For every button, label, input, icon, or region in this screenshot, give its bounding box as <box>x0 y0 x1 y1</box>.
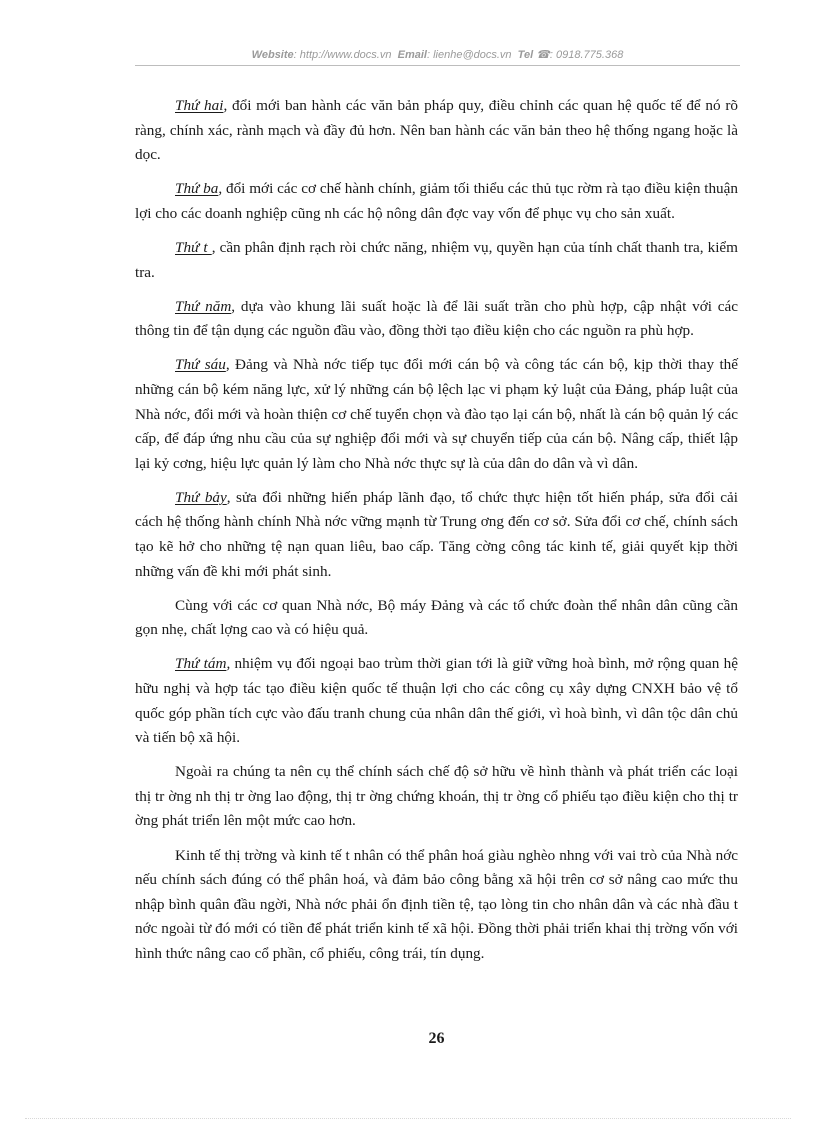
paragraph-text: , dựa vào khung lãi suất hoặc là để lãi suất trần cho phù hợp, cập nhật với các thông tin để tận dụng các nguồn đầu vào, đồng thời tạo điều kiện cho các nguồn ra phù hợp. <box>135 297 738 340</box>
header-divider <box>135 65 740 66</box>
paragraph <box>135 295 738 344</box>
paragraph-lead: Thứ tám <box>175 655 227 673</box>
paragraph <box>135 236 738 285</box>
paragraph <box>135 652 738 750</box>
paragraph-text: Kinh tế thị trờng và kinh tế t nhân có thể phân hoá giàu nghèo nhng với vai trò của Nhà nớc nếu chính sách đúng có thể phân hoá, và đảm bảo công bằng xã hội trên cơ sở nâng cao mức thu nhập bình quân đầu ngời, Nhà nớc phải ổn định tiền tệ, tạo lòng tin cho nhân dân và các nhà đầu t nớc ngoài từ đó mới có tiền để phát triển kinh tế xã hội. Đồng thời phải triển khai thị trờng vốn với hình thức nâng cao cổ phần, cổ phiếu, công trái, tín dụng. <box>135 846 738 962</box>
paragraph-text: Cùng với các cơ quan Nhà nớc, Bộ máy Đảng và các tổ chức đoàn thể nhân dân cũng cần gọn nhẹ, chất lợng cao và có hiệu quả. <box>135 596 738 639</box>
paragraph <box>135 177 738 226</box>
website-label: Website <box>251 49 294 61</box>
email-label: Email <box>397 49 427 61</box>
footer-divider <box>25 1118 791 1119</box>
paragraph-lead: Thứ t <box>175 238 212 256</box>
paragraph-lead: Thứ hai <box>175 97 224 114</box>
paragraph-lead: Thứ sáu <box>175 356 226 374</box>
document-body <box>135 94 738 976</box>
phone-icon: ☎ <box>536 49 550 61</box>
paragraph-lead: Thứ năm <box>175 297 232 315</box>
website-value: : http://www.docs.vn <box>293 49 392 61</box>
paragraph-text: , sửa đổi những hiến pháp lãnh đạo, tổ chức thực hiện tốt hiến pháp, sửa đổi cải cách hệ thống hành chính Nhà nớc vững mạnh từ Trung ơng đến cơ sở. Sửa đổi cơ chế, chính sách tạo kẽ hở cho những tệ nạn quan liêu, bao cấp. Tăng cờng công tác kinh tế, giải quyết kịp thời những vấn đề khi mới phát sinh. <box>135 488 738 580</box>
paragraph <box>135 94 738 168</box>
page-header <box>135 48 740 61</box>
page-number: 26 <box>428 1030 445 1047</box>
tel-label: Tel <box>517 49 534 61</box>
paragraph <box>135 844 738 967</box>
paragraph-text: , nhiệm vụ đối ngoại bao trùm thời gian tới là giữ vững hoà bình, mở rộng quan hệ hữu nghị và hợp tác tạo điều kiện quốc tế thuận lợi cho các công cụ xây dựng CNXH bảo vệ tổ quốc góp phần tích cực vào đấu tranh chung của nhân dân thế giới, vì hoà bình, vì dân tộc dân chủ và tiến bộ xã hội. <box>135 655 738 747</box>
paragraph-text: , đổi mới các cơ chế hành chính, giảm tối thiểu các thủ tục rờm rà tạo điều kiện thuận lợi cho các doanh nghiệp cũng nh các hộ nông dân đợc vay vốn để phục vụ cho sản xuất. <box>135 180 738 222</box>
paragraph-text: , Đảng và Nhà nớc tiếp tục đổi mới cán bộ và công tác cán bộ, kịp thời thay thế những cán bộ kém năng lực, xử lý những cán bộ lệch lạc vi phạm kỷ luật của Đảng, pháp luật của Nhà nớc, đổi mới và hoàn thiện cơ chế tuyển chọn và đào tạo lại cán bộ, nhất là cán bộ quản lý các cấp, để đáp ứng nhu cầu của sự nghiệp đổi mới và sự chuyển tiếp của cán bộ. Nâng cấp, thiết lập lại kỷ cơng, hiệu lực quản lý làm cho Nhà nớc thực sự là của dân do dân và vì dân. <box>135 356 738 472</box>
tel-value: : 0918.775.368 <box>549 49 624 61</box>
paragraph-lead: Thứ ba <box>175 180 219 198</box>
paragraph <box>135 760 738 834</box>
paragraph <box>135 486 738 584</box>
email-value: : lienhe@docs.vn <box>426 49 512 61</box>
paragraph <box>135 594 738 643</box>
paragraph-lead: Thứ bảy <box>175 488 227 506</box>
paragraph-text: , đổi mới ban hành các văn bản pháp quy, điều chỉnh các quan hệ quốc tế để nó rõ ràng, chính xác, rành mạch và đầy đủ hơn. Nên ban hành các văn bản theo hệ thống ngang hoặc là dọc. <box>135 97 738 164</box>
paragraph-text: , cần phân định rạch ròi chức năng, nhiệm vụ, quyền hạn của tính chất thanh tra, kiểm tra. <box>135 238 738 281</box>
paragraph <box>135 353 738 476</box>
paragraph-text: Ngoài ra chúng ta nên cụ thể chính sách chế độ sở hữu về hình thành và phát triển các loại thị tr ờng nh thị tr ờng lao động, thị tr ờng chứng khoán, thị tr ờng cổ phiếu tạo điều kiện cho thị tr ờng phát triển lên một mức cao hơn. <box>135 763 738 830</box>
